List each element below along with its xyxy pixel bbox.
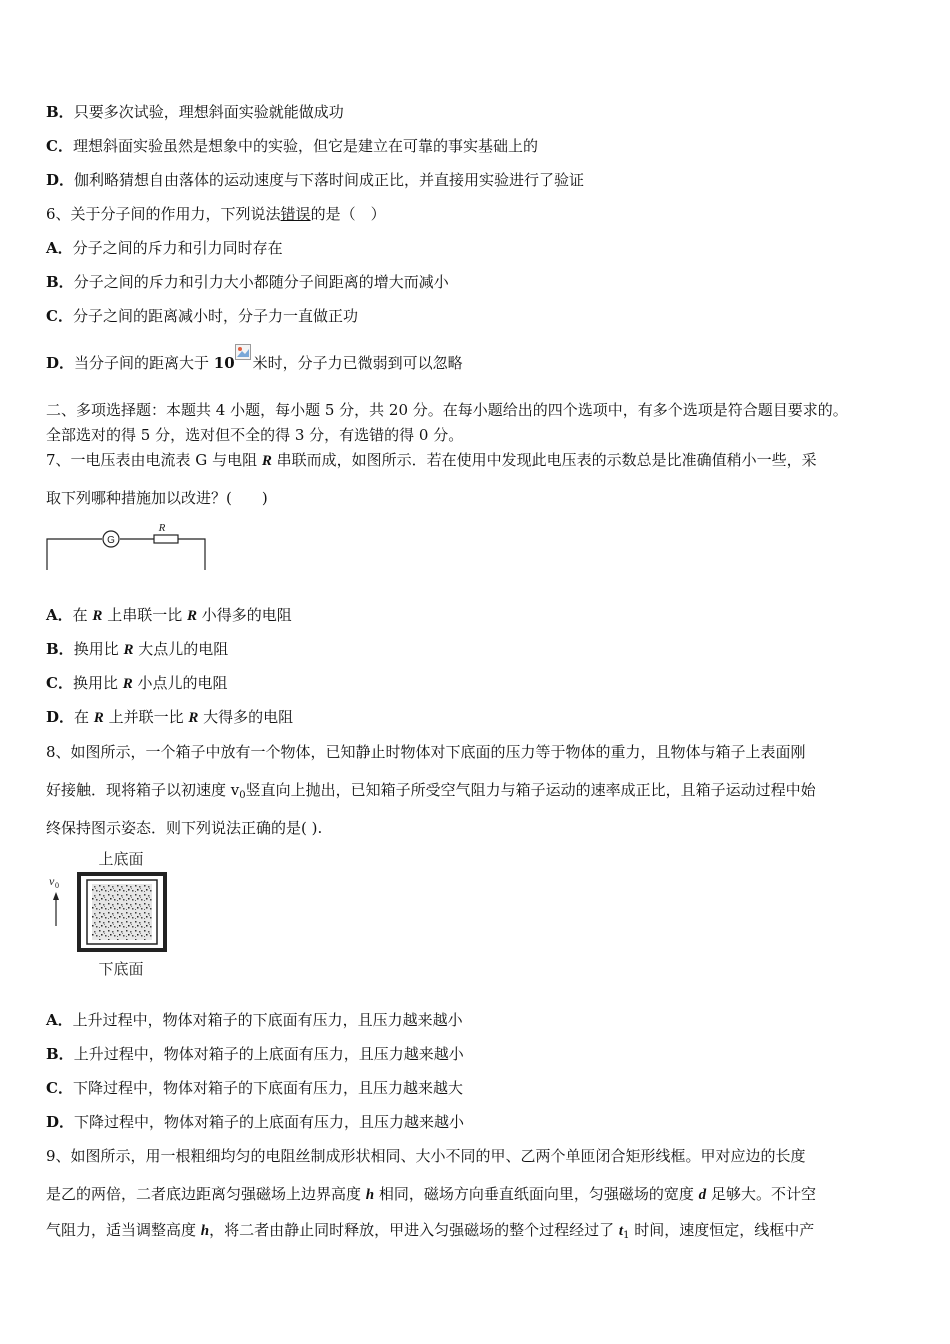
velocity-label: v — [49, 874, 55, 888]
q7-option-c: C．换用比 R 小点儿的电阻 — [46, 674, 228, 692]
q8-stem-line3: 终保持图示姿态．则下列说法正确的是( ). — [46, 819, 323, 837]
broken-image-icon — [235, 344, 251, 360]
q7-stem-line1: 7、一电压表由电流表 G 与电阻 R 串联而成，如图所示．若在使用中发现此电压表的示数总是比准确值稍小一些，采 — [46, 451, 817, 469]
section-2-heading: 二、多项选择题：本题共 4 小题，每小题 5 分，共 20 分。在每小题给出的四个选项中，有多个选项是符合题目要求的。 — [46, 401, 848, 419]
arrowhead-up-icon — [53, 892, 59, 900]
q7-option-d: D．在 R 上并联一比 R 大得多的电阻 — [46, 708, 294, 726]
q5-option-c: C．理想斜面实验虽然是想象中的实验，但它是建立在可靠的事实基础上的 — [46, 137, 538, 155]
section-2-scoring: 全部选对的得 5 分，选对但不全的得 3 分，有选错的得 0 分。 — [46, 426, 464, 444]
q6-stem: 6、关于分子间的作用力，下列说法错误的是（ ） — [46, 205, 386, 223]
bottom-face-label: 下底面 — [98, 960, 144, 978]
q7-option-b: B．换用比 R 大点儿的电阻 — [46, 640, 229, 658]
q8-option-b: B．上升过程中，物体对箱子的上底面有压力，且压力越来越小 — [46, 1045, 464, 1063]
q8-option-d: D．下降过程中，物体对箱子的上底面有压力，且压力越来越小 — [46, 1113, 465, 1131]
q7-option-a: A．在 R 上串联一比 R 小得多的电阻 — [46, 606, 292, 624]
q6-option-a: A．分子之间的斥力和引力同时存在 — [46, 239, 283, 257]
q7-stem-line2: 取下列哪种措施加以改进？( ) — [46, 489, 268, 507]
q6-emphasis: 错误 — [280, 205, 311, 223]
q8-option-a: A．上升过程中，物体对箱子的下底面有压力，且压力越来越小 — [46, 1011, 463, 1029]
q6-option-c: C．分子之间的距离减小时，分子力一直做正功 — [46, 307, 358, 325]
q8-option-c: C．下降过程中，物体对箱子的下底面有压力，且压力越来越大 — [46, 1079, 463, 1097]
q8-stem-line2: 好接触．现将箱子以初速度 $v_0$竖直向上抛出，已知箱子所受空气阻力与箱子运动的速率成正比，且箱子运动过程中始 — [46, 781, 816, 801]
q5-option-d: D．伽利略猜想自由落体的运动速度与下落时间成正比，并直接用实验进行了验证 — [46, 171, 585, 189]
velocity-subscript: 0 — [55, 881, 59, 890]
q6-option-b: B．分子之间的斥力和引力大小都随分子间距离的增大而减小 — [46, 273, 449, 291]
q6-option-d: D．当分子间的距离大于 10 米时，分子力已微弱到可以忽略 — [46, 353, 463, 373]
object-in-box — [92, 884, 152, 940]
q9-stem-line1: 9、如图所示，用一根粗细均匀的电阻丝制成形状相同、大小不同的甲、乙两个单匝闭合矩形线框。甲对应边的长度 — [46, 1147, 806, 1165]
q7-circuit-figure — [44, 520, 210, 572]
galvanometer-label: G — [107, 535, 115, 546]
top-face-label: 上底面 — [98, 850, 144, 868]
q8-stem-line1: 8、如图所示，一个箱子中放有一个物体，已知静止时物体对下底面的压力等于物体的重力，且物体与箱子上表面刚 — [46, 743, 806, 761]
resistor-label: R — [158, 522, 166, 534]
q9-stem-line2: 是乙的两倍，二者底边距离匀强磁场上边界高度 h 相同，磁场方向垂直纸面向里，匀强磁场的宽度 d 足够大。不计空 — [46, 1185, 816, 1203]
q8-box-figure — [44, 848, 174, 980]
q5-option-b: B．只要多次试验，理想斜面实验就能做成功 — [46, 103, 344, 121]
q9-stem-line3: 气阻力，适当调整高度 h，将二者由静止同时释放，甲进入匀强磁场的整个过程经过了 $t_1$ 时间，速度恒定，线框中产 — [46, 1221, 815, 1241]
